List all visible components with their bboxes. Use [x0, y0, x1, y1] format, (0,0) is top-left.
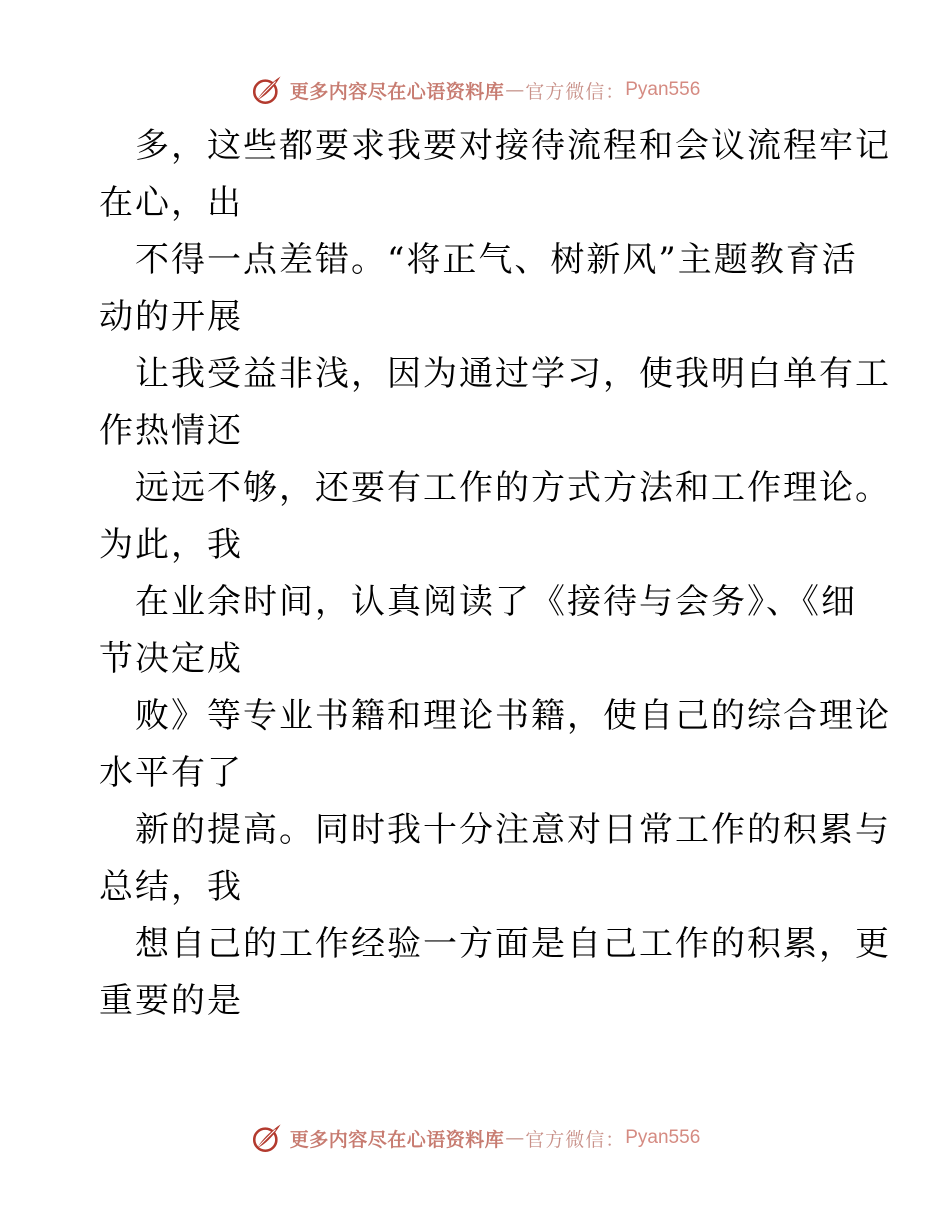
text-line: 在业余时间，认真阅读了《接待与会务》、《细 — [135, 582, 857, 622]
header-banner — [0, 70, 950, 110]
banner-text: 更多内容尽在心语资料库 — [289, 1128, 505, 1151]
text-line: 作热情还 — [99, 411, 243, 451]
text-line: 水平有了 — [99, 753, 243, 793]
text-line: 败》等专业书籍和理论书籍，使自己的综合理论 — [135, 696, 891, 736]
footer-banner — [0, 1118, 950, 1158]
text-line: 想自己的工作经验一方面是自己工作的积累，更 — [135, 924, 891, 964]
banner-text: 更多内容尽在心语资料库 — [289, 80, 505, 103]
banner-dash: — — [505, 79, 525, 101]
text-line: 多，这些都要求我要对接待流程和会议流程牢记 — [135, 126, 891, 166]
feather-logo-icon — [250, 1121, 284, 1155]
text-line: 为此，我 — [99, 525, 243, 565]
banner-wechat-label: 官方微信： — [525, 1128, 626, 1151]
banner-wechat-label: 官方微信： — [525, 80, 626, 103]
text-line: 新的提高。同时我十分注意对日常工作的积累与 — [135, 810, 891, 850]
text-line: 在心，出 — [99, 183, 243, 223]
banner-wechat-id: Pyan556 — [625, 79, 701, 100]
text-line: 总结，我 — [99, 867, 243, 907]
text-line: 动的开展 — [99, 297, 243, 337]
text-line: 节决定成 — [99, 639, 243, 679]
text-line: 远远不够，还要有工作的方式方法和工作理论。 — [135, 468, 891, 508]
text-line: 重要的是 — [99, 981, 243, 1021]
feather-logo-icon — [250, 73, 284, 107]
banner-wechat-id: Pyan556 — [625, 1127, 701, 1148]
body-text — [99, 118, 891, 1030]
text-line: 让我受益非浅，因为通过学习，使我明白单有工 — [135, 354, 891, 394]
banner-dash: — — [505, 1127, 525, 1149]
text-line: 不得一点差错。“将正气、树新风”主题教育活 — [135, 240, 858, 280]
